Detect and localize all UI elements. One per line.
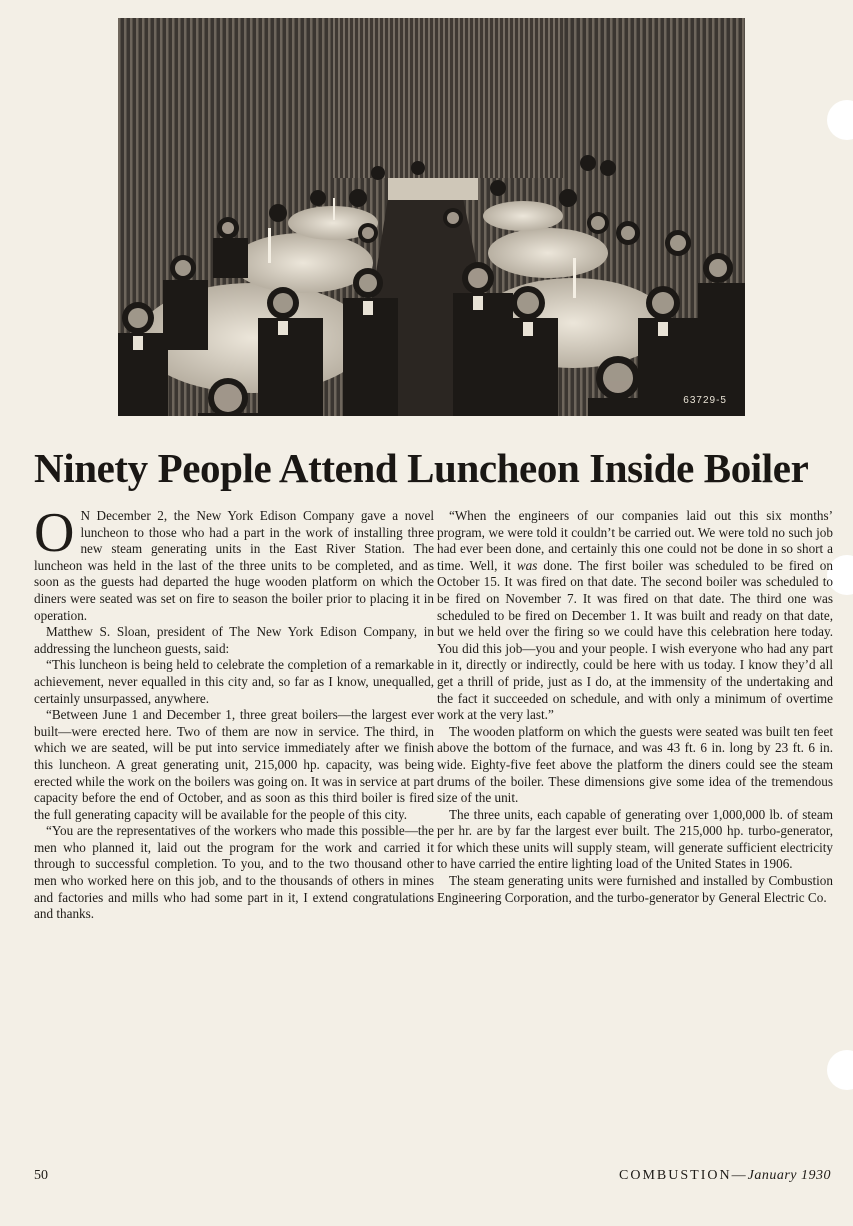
article-column-left [34, 502, 434, 923]
photo-negative-number: 63729-5 [683, 395, 727, 406]
article-paragraph: O N December 2, the New York Edison Company gave a novel luncheon to those who had a part in the work of installing three new steam generating units in the East River Station. The luncheon was held in the last of the three units to be completed, and as soon as the guests had departed the huge wooden platform on which the diners were seated was set on fire to season the boiler prior to placing it in operation. [34, 502, 434, 623]
magazine-name: COMBUSTION— [619, 1168, 748, 1183]
article-paragraph: “Between June 1 and December 1, three great boilers—the largest ever built—were erected here. Two of them are now in service. The third, in which we are seated, will be put into service immediately after we finish this luncheon. A great generating unit, 215,000 hp. capacity, was being erected while the work on the boilers was going on. It was in service at part capacity before the end of October, and as soon as this third boiler is fired the full generating capacity will be available for the people of this city. [34, 707, 434, 822]
page-number: 50 [34, 1168, 48, 1183]
drop-cap: O [34, 502, 75, 564]
running-footer [619, 1168, 831, 1184]
article-paragraph: “This luncheon is being held to celebrate the completion of a remarkable achievement, never equalled in this city and, so far as I know, unequalled, certainly unsurpassed, anywhere. [34, 657, 434, 706]
article-paragraph: The steam generating units were furnished and installed by Combustion Engineering Corporation, and the turbo-generator by General Electric Co. [437, 873, 833, 905]
article-paragraph: “You are the representatives of the workers who made this possible—the men who planned it, laid out the program for the work and carried it through to successful completion. To you, and to the two thousand other men who worked here on this job, and to the thousands of others in mines and factories and mills who had some part in it, I extend congratulations and thanks. [34, 823, 434, 922]
binder-hole [827, 100, 853, 140]
article-paragraph: “When the engineers of our companies laid out this six months’ program, we were told it couldn’t be carried out. We were told no such job had ever been done, and certainly this one could not be done in so short a time. Well, it was done. The first boiler was scheduled to be fired on October 15. It was fired on that date. The second boiler was scheduled to be fired on November 7. It was fired on that date. The third one was scheduled to be fired on December 1. It was built and ready on that date, but we held over the firing so we could have this celebration here today. You did this job—you and your people. I wish everyone who had any part in it, directly or indirectly, could be here with us today. I know they’d all get a thrill of pride, just as I do, at the immensity of the undertaking and the fact it succeeded on schedule, and with only a minimum of overtime work at the very last.” [437, 508, 833, 723]
issue-date: January 1930 [747, 1168, 831, 1183]
banquet-photo [118, 18, 745, 416]
emphasis: was [516, 557, 538, 573]
banquet-photo-graphic [118, 18, 745, 416]
binder-hole [827, 1050, 853, 1090]
article-paragraph: The three units, each capable of generating over 1,000,000 lb. of steam per hr. are by far the largest ever built. The 215,000 hp. turbo-generator, for which these units will supply steam, will generate sufficient electricity to have carried the entire lighting load of the United States in 1906. [437, 806, 833, 872]
article-paragraph: Matthew S. Sloan, president of The New York Edison Company, in addressing the luncheon guests, said: [34, 624, 434, 656]
article-paragraph: The wooden platform on which the guests were seated was built ten feet above the bottom of the furnace, and was 43 ft. 6 in. long by 23 ft. 6 in. wide. Eighty-five feet above the platform the diners could see the steam drums of the boiler. These dimensions give some idea of the tremendous size of the unit. [437, 723, 833, 806]
article-headline: Ninety People Attend Luncheon Inside Boiler [34, 445, 809, 491]
article-column-right [437, 508, 833, 906]
